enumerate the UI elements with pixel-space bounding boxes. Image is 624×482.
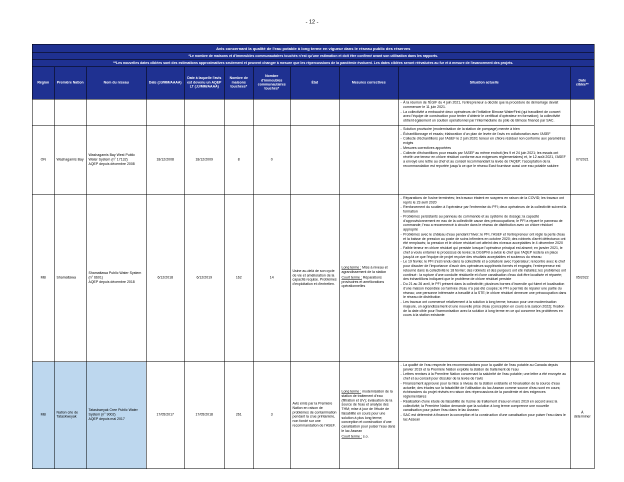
bullet-text: Financement approuvé pour la mise à niveau de la station existante et l'évaluation de la source d'eau actuelle; des études sur la faisabilité de l'utilisation du lac Assean comme source d'eau sont en cours; échéanciers du projet révisés en raison des répercussions de la pandémie et des exigences réglementaires xyxy=(403,381,561,399)
cell-status xyxy=(290,126,339,195)
bullet-text: Échantillonnage et essais; élaboration d'un plan de levée de l'avis en collaboration avec l'ASEF xyxy=(403,132,551,136)
cell-homes-count: 162 xyxy=(224,195,253,362)
measure-term-label: Court terme : xyxy=(341,434,362,439)
situation-bullet-4 xyxy=(401,414,569,423)
cell-buildings-count: 0 xyxy=(253,126,290,195)
cell-homes-count xyxy=(224,99,253,125)
cell-buildings-count: 14 xyxy=(253,195,290,362)
measure-segment-1: Court terme : s.o. xyxy=(341,434,369,439)
system-name-line-0: Tataskweyak Cree Public Water System (n° 9002) xyxy=(88,408,138,417)
bullet-dash: - xyxy=(400,399,402,404)
situation-bullet-3 xyxy=(401,146,569,150)
bullet-dash: - xyxy=(400,363,402,367)
table-row-1 xyxy=(32,126,594,195)
situation-bullet-0 xyxy=(401,196,569,205)
cell-status xyxy=(290,99,339,125)
cell-advisory-date: 6/12/2018 xyxy=(146,195,184,362)
measure-segment-1: Court terme : Réparations provisoires et améliorations opérationnelles xyxy=(341,275,385,289)
cell-advisory-date xyxy=(146,99,184,125)
cell-region: ON xyxy=(32,126,54,195)
bullet-text: Mesures correctives apportées xyxy=(403,146,452,150)
bullet-text: Faible teneur en chlore résiduel qui persiste lorsque l'opérateur principal est absent; en janvier 2021, le chef a voulu entamer le processus de levée; la DGSPNI a avisé le chef que l'AQEP restera en place jusqu'à ce que l'équipe de projet reçoive des résultats acceptables et soutenus du réseau xyxy=(403,246,563,259)
cell-first-nation: Nation crie de Tataskweyak xyxy=(54,362,86,469)
column-header-row xyxy=(32,67,594,100)
cell-first-nation: Shamattawa xyxy=(54,195,86,362)
situation-bullet-4 xyxy=(401,247,569,260)
system-name-line-1: AQEP depuis mai 2017 xyxy=(88,417,125,421)
bullet-dash: - xyxy=(400,132,402,136)
cell-corrective-measures xyxy=(339,99,398,125)
bullet-text: Solution provisoire (modernisation de la station de pompage) menée à bien xyxy=(403,127,520,131)
cell-first-nation: Washagamis Bay xyxy=(54,126,86,195)
bullet-dash: - xyxy=(400,127,402,131)
bullet-dash: - xyxy=(400,110,402,114)
cell-system-name xyxy=(86,99,146,125)
system-name-line-1: AQEP depuis décembre 2018 xyxy=(88,280,135,284)
cell-target-date: 05/2022 xyxy=(570,195,594,362)
measure-segment-0: Long terme : Mise à niveau et agrandissement de la station xyxy=(341,266,388,275)
situation-bullet-2 xyxy=(401,215,569,233)
column-header-6: Nombre d'immeubles communautaires touchés* xyxy=(253,67,290,100)
situation-bullet-4 xyxy=(401,151,569,169)
cell-current-situation xyxy=(398,126,570,195)
bullet-text: Réparations de l'usine terminées; les travaux étaient en suspens en raison de la COVID; les travaux ont repris le 23 avril 2020 xyxy=(403,196,564,205)
cell-corrective-measures xyxy=(339,126,398,195)
bullet-text: Problèmes avec le château d'eau pendant l'hiver; le PFI, l'ASEF et l'entrepreneur ont réglé la perte d'eau et la baisse de pression au poste de soins infirmiers en octobre 2020; des robinets d'arrêt défectueux ont été remplacés; la pression et le chlore résiduel ont atteint des niveaux acceptables le 4 décembre 2020 xyxy=(403,232,566,246)
cell-first-nation xyxy=(54,99,86,125)
bullet-dash: - xyxy=(400,205,402,210)
bullet-text: SAC est déterminé à financer la conception et la construction d'une canalisation pour puiser l'eau dans le lac Assean xyxy=(403,413,566,422)
bullet-text: À la réunion de l'ÉGIF du 4 juin 2021, l'entrepreneur a décidé que la procédure de démarrage devait commencer le 11 juin 2021. xyxy=(403,101,559,109)
situation-bullet-2 xyxy=(401,382,569,400)
table-body xyxy=(32,99,594,468)
cell-system-name xyxy=(86,362,146,469)
bullet-text: Le 19 février, le PFI s'est rendu dans la collectivité et a collaboré avec l'opérateur; rencontre avec le chef pour discuter de l'importance d'avoir des opérateurs suppléants formés et engagés; l'entrepreneur est retourné dans la collectivité le 18 février; des robinets et des purgeurs ont été installés; les problèmes ont continué : la rupture d'une conduite résiduelle et d'une canalisation d'eau doit être localisée et réparée; des échantillons indiquent que le problème de chlore résiduel persiste xyxy=(403,260,567,282)
bullet-text: Les travaux ont commencé relativement à la solution à long terme; travaux pour une modernisation majeure, un agrandissement et une nouvelle prise d'eau (conception en cours à la saison 2022); fixation de la date cible pour l'harmonisation avec la solution à long terme en ce qui concerne les problèmes en cours à la station existante xyxy=(403,300,565,318)
table-footnote-dates: **Les nouvelles dates ciblées sont des estimations approximatives seulement et peuvent changer à mesure que les répercussions de la pandémie évoluent. Les dates ciblées seront réévaluées au fur et à mesure de l'avancement des projets. xyxy=(32,60,594,67)
bullet-text: La qualité de l'eau respecte les recommandations pour la qualité de l'eau potable au Canada depuis janvier 2019 et la Première Nation exploite la station de traitement de l'eau xyxy=(403,363,559,372)
column-header-2: Nom du réseau xyxy=(86,67,146,100)
column-header-3: Date (JJ/MM/AAAA) xyxy=(146,67,184,100)
cell-region: MB xyxy=(32,362,54,469)
cell-buildings-count: 3 xyxy=(253,362,290,469)
cell-lt-date: 18/12/2009 xyxy=(184,126,224,195)
bullet-dash: - xyxy=(400,300,402,304)
cell-lt-date: 6/12/2019 xyxy=(184,195,224,362)
cell-current-situation xyxy=(398,99,570,125)
situation-bullet-7 xyxy=(401,301,569,319)
bullet-text: Collecte d'échantillons par l'ASEF le 2 juin 2020; teneur en chlore résiduel non conforme aux paramètres exigés xyxy=(403,137,566,145)
bullet-text: Lettres remises à la Première Nation concernant la salubrité de l'eau potable; une lettre a été envoyée au chef et au conseil pour discuter de la levée de l'avis xyxy=(403,372,567,381)
cell-corrective-measures xyxy=(339,362,398,469)
cell-target-date: 07/2021 xyxy=(570,126,594,195)
bullet-dash: - xyxy=(400,101,402,105)
situation-bullet-0 xyxy=(401,127,569,131)
column-header-0: Région xyxy=(32,67,54,100)
table-row-0 xyxy=(32,99,594,125)
column-header-1: Première Nation xyxy=(54,67,86,100)
situation-bullet-2 xyxy=(401,137,569,146)
measure-term-label: Long terme : xyxy=(341,266,362,270)
cell-target-date: À déterminer xyxy=(570,362,594,469)
situation-bullet-0 xyxy=(401,363,569,372)
cell-homes-count: 8 xyxy=(224,126,253,195)
situation-bullet-6 xyxy=(401,283,569,301)
advisory-table xyxy=(32,44,595,469)
bullet-text: Réalisation d'une étude de faisabilité de l'usine de traitement d'eau en mars 2019 en accord avec la collectivité; la Première Nation demande que la solution à long terme comprenne une nouvelle canalisation pour puiser l'eau dans le lac Assean xyxy=(403,399,558,413)
column-header-4: Date à laquelle l'avis est devenu un AQEP LT (JJ/MM/AAAA) xyxy=(184,67,224,100)
situation-bullet-1 xyxy=(401,110,569,123)
measure-term-label: Court terme : xyxy=(341,275,362,280)
situation-bullet-0 xyxy=(401,101,569,110)
situation-bullet-1 xyxy=(401,373,569,382)
system-name-line-0: Shamattawa Public Water System (n° 6601) xyxy=(88,271,142,280)
cell-target-date xyxy=(570,99,594,125)
table-title: Avis concernant la qualité de l'eau potable à long terme en vigueur dans le réseau public des réserves xyxy=(32,44,594,53)
cell-status: Usine au-delà de son cycle de vie et amélioration de la capacité requise. Problèmes d'exploitation et d'entretien. xyxy=(290,195,339,362)
cell-system-name xyxy=(86,195,146,362)
column-header-10: Date ciblée** xyxy=(570,67,594,100)
situation-bullet-3 xyxy=(401,400,569,413)
bullet-text: Renforcement du soutien à l'opérateur par l'entremise du PFI; deux opérateurs de la collectivité suivent la formation xyxy=(403,205,567,214)
situation-bullet-3 xyxy=(401,233,569,246)
table-footnote-homes: *Le nombre de maisons et d'immeubles communautaires touchés n'est qu'une estimation et doit être confirmé avant son utilisation dans les rapports. xyxy=(32,53,594,60)
bullet-text: Problèmes persistants au panneau de commande et au système de dosage; la capacité d'approvisionnement en eau de la collectivité cause des préoccupations; le PFI a réparé le panneau de commande; l'eau a recommencé à circuler dans le réseau de distribution avec un chlore résiduel approprié xyxy=(403,214,563,232)
cell-status: Avis émis par la Première Nation en raison de problèmes de contamination pendant la crue printanière, non fondé sur une recommandation de l'ASEF. xyxy=(290,362,339,469)
bullet-dash: - xyxy=(400,413,402,417)
system-name-line-1: AQEP depuis décembre 2008 xyxy=(88,162,135,166)
cell-corrective-measures xyxy=(339,195,398,362)
page-number: - 12 - xyxy=(305,19,319,25)
column-header-8: Mesures correctives xyxy=(339,67,398,100)
bullet-text: Du 21 au 26 avril, le PFI présent dans la collectivité; plusieurs bornes d'incendie qui fuient et localisation d'une maison incendiée où l'arrivée d'eau n'a pas été coupée; le PFI a permis de réparer une partie du réseau; une personne intéressée a travaillé à la STE; le chlore résiduel demeure une préoccupation dans le réseau de distribution xyxy=(403,282,567,300)
column-header-7: État xyxy=(290,67,339,100)
table-row-3 xyxy=(32,362,594,469)
cell-region xyxy=(32,99,54,125)
bullet-text: La collectivité a embauché deux opérateurs de l'Initiative Bimose WaterFirst (qui travaillent de concert avec l'équipe de construction pour tenter d'obtenir le certificat d'opérateur en formation); la collectivité obtient également un soutien opérationnel par l'intermédiaire du pôle de Bimose financé par SAC. xyxy=(403,110,561,123)
bullet-dash: - xyxy=(400,146,402,150)
cell-region: MB xyxy=(32,195,54,362)
bullet-dash: - xyxy=(400,260,402,264)
cell-advisory-date: 18/12/2008 xyxy=(146,126,184,195)
bullet-dash: - xyxy=(400,214,402,219)
cell-advisory-date: 17/05/2017 xyxy=(146,362,184,469)
cell-system-name xyxy=(86,126,146,195)
cell-buildings-count xyxy=(253,99,290,125)
situation-bullet-1 xyxy=(401,132,569,136)
measure-term-label: Long terme : xyxy=(341,390,362,394)
cell-lt-date: 17/05/2018 xyxy=(184,362,224,469)
situation-bullet-1 xyxy=(401,206,569,215)
bullet-dash: - xyxy=(400,151,402,155)
bullet-dash: - xyxy=(400,246,402,250)
cell-homes-count: 261 xyxy=(224,362,253,469)
cell-lt-date xyxy=(184,99,224,125)
cell-current-situation xyxy=(398,195,570,362)
bullet-dash: - xyxy=(400,372,402,377)
bullet-text: Collecte d'échantillons pour essais par l'ASEF au même endroit (les 9 et 24 juin 2021; les essais ont révélé une teneur en chlore résiduel conforme aux exigences réglementaires) et, le 12 août 2021, l'ASEF a envoyé une lettre au chef et au conseil recommandant la levée de l'AQEP; l'acceptation de la recommandation est reportée jusqu'à ce que le réseau East fournisse aussi une eau potable salubre xyxy=(403,151,566,168)
column-header-5: Nombre de maisons touchées* xyxy=(224,67,253,100)
measure-segment-0: Long terme : modernisation de la station de traitement d'eau (filtration et UV); évaluation de la source de l'eau et analyse des THM; mise à jour de l'étude de faisabilité en cours pour une solution à plus long terme; conception et construction d'une canalisation pour puiser l'eau dans le lac Assean xyxy=(341,390,396,433)
column-header-9: Situation actuelle xyxy=(398,67,570,100)
situation-bullet-5 xyxy=(401,260,569,282)
system-name-line-0: Washagamis Bay West Public Water System (n° 17132) xyxy=(88,153,135,162)
bullet-dash: - xyxy=(400,232,402,237)
bullet-dash: - xyxy=(400,381,402,386)
table-row-2 xyxy=(32,195,594,362)
bullet-dash: - xyxy=(400,196,402,200)
cell-current-situation xyxy=(398,362,570,469)
bullet-dash: - xyxy=(400,137,402,141)
bullet-dash: - xyxy=(400,282,402,286)
